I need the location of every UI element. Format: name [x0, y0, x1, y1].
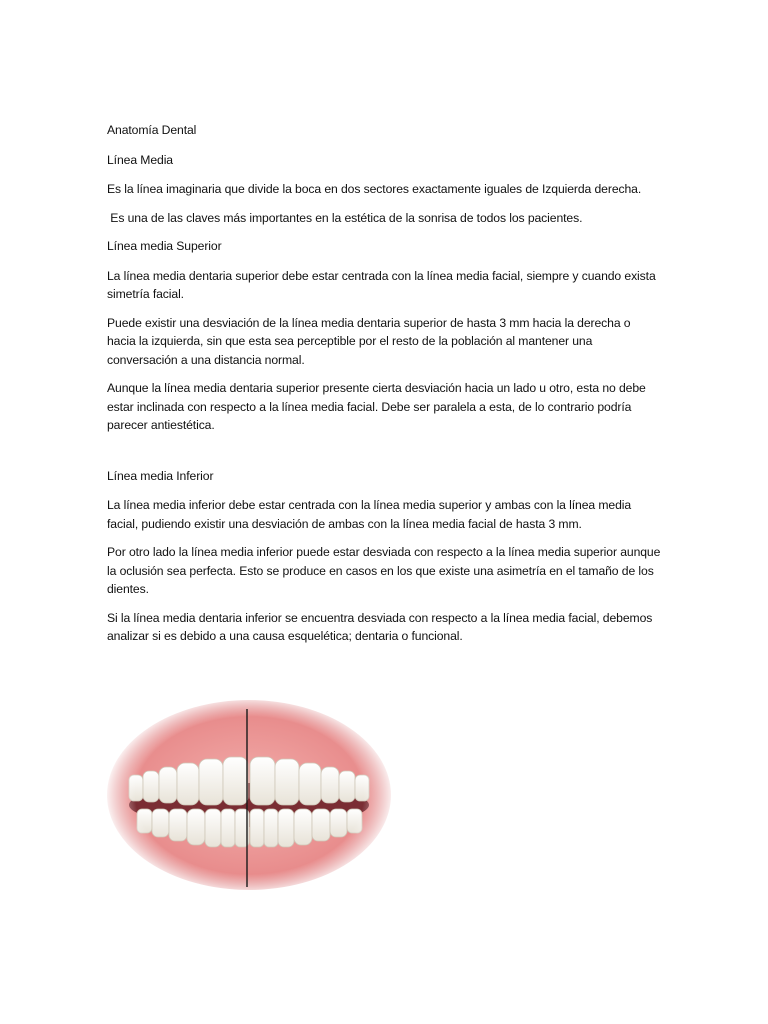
teeth-midline-figure	[107, 697, 392, 894]
document-body	[107, 121, 662, 656]
teeth-midline-illustration-icon	[107, 697, 392, 894]
spacer	[107, 445, 662, 467]
section-heading-linea-media-inferior: Línea media Inferior	[107, 468, 214, 483]
paragraph: Es la línea imaginaria que divide la boca en dos sectores exactamente iguales de Izquierda derecha.	[107, 182, 642, 196]
paragraph: Es una de las claves más importantes en la estética de la sonrisa de todos los pacientes.	[107, 210, 583, 225]
section-heading-linea-media-superior: Línea media Superior	[107, 239, 222, 253]
document-title: Anatomía Dental	[107, 123, 197, 137]
paragraph: Aunque la línea media dentaria superior presente cierta desviación hacia un lado u otro, esta no debe estar inclinada con respecto a la línea media facial. Debe ser paralela a esta, de lo contrario podría parecer antiestética.	[107, 381, 646, 432]
paragraph: Puede existir una desviación de la línea media dentaria superior de hasta 3 mm hacia la derecha o hacia la izquierda, sin que esta sea perceptible por el resto de la población al mantener una conversación a una distancia normal.	[107, 315, 631, 367]
paragraph: La línea media inferior debe estar centrada con la línea media superior y ambas con la línea media facial, pudiendo existir una desviación de ambas con la línea media facial de hasta 3 mm.	[107, 498, 632, 531]
paragraph: Si la línea media dentaria inferior se encuentra desviada con respecto a la línea media facial, debemos analizar si es debido a una causa esquelética; dentaria o funcional.	[107, 610, 653, 643]
section-heading-linea-media: Línea Media	[107, 152, 173, 167]
paragraph: Por otro lado la línea media inferior puede estar desviada con respecto a la línea media superior aunque la oclusión sea perfecta. Esto se produce en casos en los que existe una asimetría en el tamaño de los dientes.	[107, 545, 661, 596]
paragraph: La línea media dentaria superior debe estar centrada con la línea media facial, siempre y cuando exista simetría facial.	[107, 268, 656, 301]
